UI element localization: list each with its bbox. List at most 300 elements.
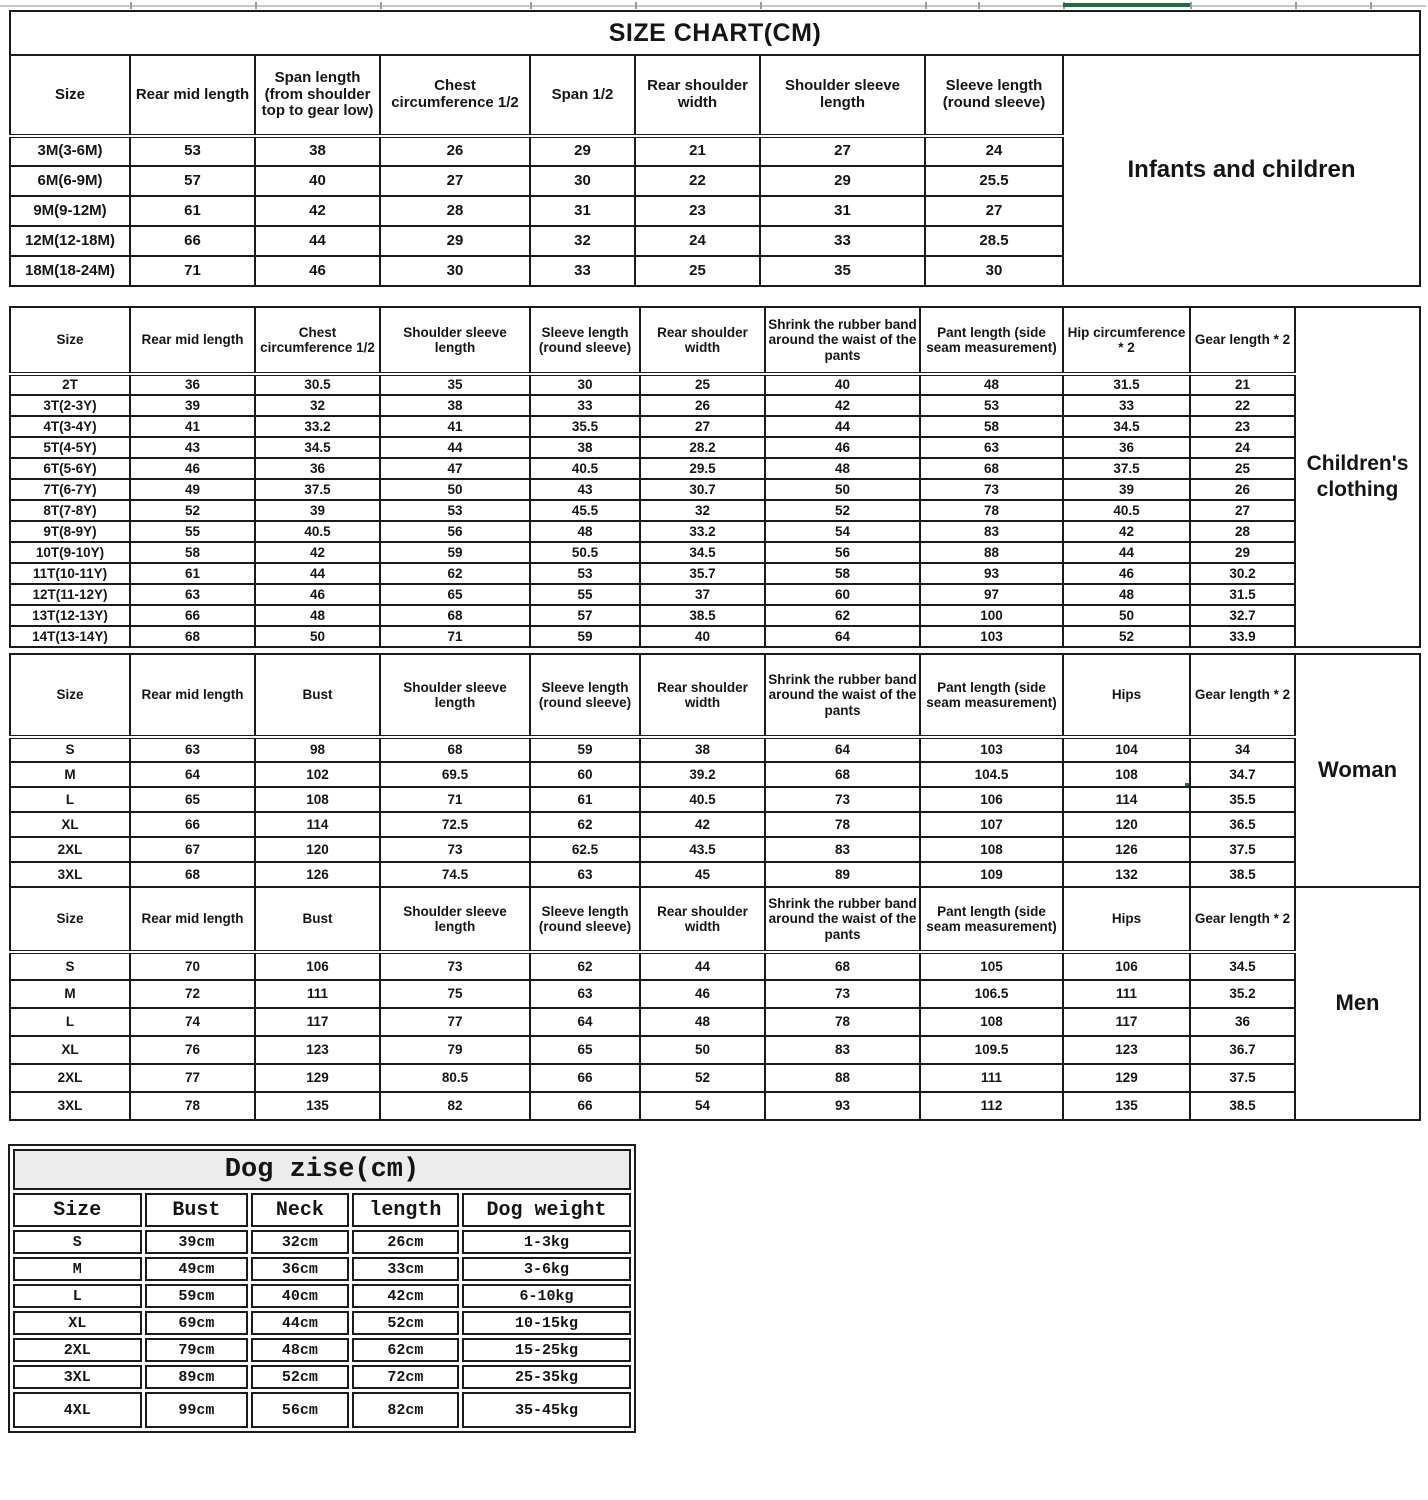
column-header: Sleeve length (round sleeve): [530, 887, 640, 952]
value-cell: 135: [1063, 1092, 1190, 1120]
value-cell: 44: [640, 952, 765, 980]
value-cell: 34.5: [1190, 952, 1295, 980]
column-header: Rear mid length: [130, 887, 255, 952]
men-size-table: [9, 886, 1421, 1121]
table-row: [13, 1338, 631, 1362]
column-header: Hips: [1063, 887, 1190, 952]
value-cell: 50: [255, 626, 380, 647]
value-cell: 34.5: [640, 542, 765, 563]
value-cell: 69cm: [145, 1311, 249, 1335]
value-cell: 117: [1063, 1008, 1190, 1036]
value-cell: 68: [765, 762, 920, 787]
value-cell: 88: [765, 1064, 920, 1092]
size-cell: S: [13, 1230, 142, 1254]
value-cell: 98: [255, 737, 380, 762]
size-cell: M: [10, 762, 130, 787]
value-cell: 43: [530, 479, 640, 500]
value-cell: 62: [530, 952, 640, 980]
value-cell: 63: [920, 437, 1063, 458]
value-cell: 112: [920, 1092, 1063, 1120]
value-cell: 55: [130, 521, 255, 542]
value-cell: 70: [130, 952, 255, 980]
value-cell: 44: [1063, 542, 1190, 563]
value-cell: 39: [1063, 479, 1190, 500]
column-header: Hip circumference * 2: [1063, 307, 1190, 374]
value-cell: 46: [640, 980, 765, 1008]
value-cell: 24: [925, 136, 1063, 166]
value-cell: 27: [925, 196, 1063, 226]
value-cell: 106: [920, 787, 1063, 812]
value-cell: 36: [255, 458, 380, 479]
size-cell: 2XL: [10, 837, 130, 862]
value-cell: 46: [1063, 563, 1190, 584]
value-cell: 66: [130, 605, 255, 626]
column-header: Rear mid length: [130, 307, 255, 374]
value-cell: 108: [255, 787, 380, 812]
value-cell: 37.5: [1190, 837, 1295, 862]
value-cell: 25: [635, 256, 760, 286]
size-cell: 2T: [10, 374, 130, 395]
value-cell: 123: [1063, 1036, 1190, 1064]
column-header: Gear length * 2: [1190, 307, 1295, 374]
value-cell: 32: [640, 500, 765, 521]
value-cell: 48cm: [251, 1338, 348, 1362]
value-cell: 47: [380, 458, 530, 479]
spreadsheet-column-ruler: [0, 0, 1428, 9]
value-cell: 49: [130, 479, 255, 500]
value-cell: 68: [130, 626, 255, 647]
column-header: Shoulder sleeve length: [760, 55, 925, 136]
value-cell: 38: [530, 437, 640, 458]
column-header: Dog weight: [462, 1193, 631, 1227]
value-cell: 41: [380, 416, 530, 437]
value-cell: 61: [530, 787, 640, 812]
value-cell: 24: [635, 226, 760, 256]
value-cell: 42: [1063, 521, 1190, 542]
value-cell: 68: [380, 737, 530, 762]
value-cell: 102: [255, 762, 380, 787]
woman-header-row: [10, 654, 1420, 737]
men-label-cell: [1295, 887, 1420, 1120]
value-cell: 53: [380, 500, 530, 521]
value-cell: 100: [920, 605, 1063, 626]
value-cell: 46: [255, 256, 380, 286]
value-cell: 30: [530, 166, 635, 196]
size-cell: 3XL: [13, 1365, 142, 1389]
value-cell: 63: [130, 584, 255, 605]
value-cell: 78: [130, 1092, 255, 1120]
size-cell: 10T(9-10Y): [10, 542, 130, 563]
column-header: Bust: [145, 1193, 249, 1227]
value-cell: 33.9: [1190, 626, 1295, 647]
value-cell: 38.5: [640, 605, 765, 626]
value-cell: 48: [1063, 584, 1190, 605]
value-cell: 38: [380, 395, 530, 416]
table-row: [10, 542, 1420, 563]
value-cell: 25.5: [925, 166, 1063, 196]
value-cell: 36.7: [1190, 1036, 1295, 1064]
value-cell: 60: [530, 762, 640, 787]
size-cell: 3T(2-3Y): [10, 395, 130, 416]
size-cell: 18M(18-24M): [10, 256, 130, 286]
value-cell: 37.5: [1063, 458, 1190, 479]
value-cell: 39.2: [640, 762, 765, 787]
value-cell: 48: [255, 605, 380, 626]
infants-size-table: [9, 10, 1421, 287]
size-cell: 2XL: [13, 1338, 142, 1362]
value-cell: 80.5: [380, 1064, 530, 1092]
value-cell: 65: [380, 584, 530, 605]
value-cell: 31: [760, 196, 925, 226]
value-cell: 63: [130, 737, 255, 762]
value-cell: 71: [380, 626, 530, 647]
column-header: Sleeve length (round sleeve): [530, 654, 640, 737]
selected-column-indicator: [1063, 3, 1190, 7]
size-cell: M: [10, 980, 130, 1008]
value-cell: 22: [1190, 395, 1295, 416]
value-cell: 48: [765, 458, 920, 479]
column-header: Gear length * 2: [1190, 887, 1295, 952]
value-cell: 50: [765, 479, 920, 500]
size-cell: XL: [10, 1036, 130, 1064]
column-header: Shoulder sleeve length: [380, 654, 530, 737]
men-label: Men: [1335, 990, 1380, 1016]
value-cell: 108: [920, 837, 1063, 862]
selected-cell[interactable]: 108: [1063, 762, 1190, 787]
value-cell: 67: [130, 837, 255, 862]
value-cell: 30: [530, 374, 640, 395]
value-cell: 52cm: [352, 1311, 460, 1335]
column-header: Size: [10, 887, 130, 952]
value-cell: 23: [635, 196, 760, 226]
value-cell: 27: [380, 166, 530, 196]
value-cell: 29.5: [640, 458, 765, 479]
value-cell: 54: [765, 521, 920, 542]
value-cell: 52: [765, 500, 920, 521]
value-cell: 21: [635, 136, 760, 166]
value-cell: 79: [380, 1036, 530, 1064]
value-cell: 129: [255, 1064, 380, 1092]
value-cell: 52: [130, 500, 255, 521]
value-cell: 3-6kg: [462, 1257, 631, 1281]
value-cell: 38: [640, 737, 765, 762]
size-cell: L: [13, 1284, 142, 1308]
value-cell: 42: [255, 196, 380, 226]
column-header: Chest circumference 1/2: [255, 307, 380, 374]
size-cell: 6T(5-6Y): [10, 458, 130, 479]
value-cell: 45: [640, 862, 765, 887]
column-header: Bust: [255, 654, 380, 737]
value-cell: 40.5: [640, 787, 765, 812]
value-cell: 77: [380, 1008, 530, 1036]
table-row: [10, 980, 1420, 1008]
table-row: [10, 1036, 1420, 1064]
table-row: [10, 952, 1420, 980]
value-cell: 44: [765, 416, 920, 437]
value-cell: 132: [1063, 862, 1190, 887]
value-cell: 56: [380, 521, 530, 542]
value-cell: 77: [130, 1064, 255, 1092]
value-cell: 33: [760, 226, 925, 256]
size-cell: 12M(12-18M): [10, 226, 130, 256]
table-row: [10, 762, 1420, 787]
value-cell: 40.5: [255, 521, 380, 542]
column-header: Pant length (side seam measurement): [920, 654, 1063, 737]
value-cell: 35.2: [1190, 980, 1295, 1008]
value-cell: 22: [635, 166, 760, 196]
value-cell: 25-35kg: [462, 1365, 631, 1389]
value-cell: 33.2: [255, 416, 380, 437]
value-cell: 52cm: [251, 1365, 348, 1389]
column-header: Rear shoulder width: [640, 654, 765, 737]
value-cell: 59: [380, 542, 530, 563]
value-cell: 34.5: [255, 437, 380, 458]
value-cell: 6-10kg: [462, 1284, 631, 1308]
value-cell: 28.2: [640, 437, 765, 458]
value-cell: 52: [1063, 626, 1190, 647]
value-cell: 114: [1063, 787, 1190, 812]
value-cell: 36: [1063, 437, 1190, 458]
value-cell: 50: [380, 479, 530, 500]
size-cell: 3XL: [10, 1092, 130, 1120]
value-cell: 42: [765, 395, 920, 416]
table-row: [10, 1008, 1420, 1036]
table-row: [10, 563, 1420, 584]
value-cell: 35.5: [1190, 787, 1295, 812]
value-cell: 40: [255, 166, 380, 196]
value-cell: 126: [1063, 837, 1190, 862]
value-cell: 126: [255, 862, 380, 887]
size-cell: S: [10, 737, 130, 762]
size-cell: 9T(8-9Y): [10, 521, 130, 542]
infants-label: Infants and children: [1127, 156, 1356, 184]
value-cell: 23: [1190, 416, 1295, 437]
value-cell: 64: [530, 1008, 640, 1036]
value-cell: 28: [1190, 521, 1295, 542]
value-cell: 59: [530, 626, 640, 647]
value-cell: 29: [530, 136, 635, 166]
value-cell: 26: [380, 136, 530, 166]
value-cell: 83: [920, 521, 1063, 542]
value-cell: 33: [530, 395, 640, 416]
value-cell: 106.5: [920, 980, 1063, 1008]
value-cell: 40: [640, 626, 765, 647]
column-header: Shoulder sleeve length: [380, 307, 530, 374]
value-cell: 68: [380, 605, 530, 626]
column-header: Size: [10, 55, 130, 136]
value-cell: 71: [380, 787, 530, 812]
value-cell: 27: [1190, 500, 1295, 521]
value-cell: 33.2: [640, 521, 765, 542]
value-cell: 82cm: [352, 1392, 460, 1428]
value-cell: 1-3kg: [462, 1230, 631, 1254]
value-cell: 30.2: [1190, 563, 1295, 584]
value-cell: 72.5: [380, 812, 530, 837]
value-cell: 42: [255, 542, 380, 563]
value-cell: 32: [530, 226, 635, 256]
value-cell: 75: [380, 980, 530, 1008]
value-cell: 44: [255, 563, 380, 584]
value-cell: 56: [765, 542, 920, 563]
value-cell: 89: [765, 862, 920, 887]
value-cell: 52: [640, 1064, 765, 1092]
table-row: [10, 395, 1420, 416]
value-cell: 28.5: [925, 226, 1063, 256]
woman-label-cell: [1295, 654, 1420, 887]
value-cell: 57: [130, 166, 255, 196]
size-cell: 6M(6-9M): [10, 166, 130, 196]
column-header: Rear mid length: [130, 55, 255, 136]
table-row: [10, 1092, 1420, 1120]
value-cell: 109.5: [920, 1036, 1063, 1064]
value-cell: 36: [1190, 1008, 1295, 1036]
value-cell: 73: [920, 479, 1063, 500]
column-header: Sleeve length (round sleeve): [925, 55, 1063, 136]
value-cell: 53: [920, 395, 1063, 416]
value-cell: 31.5: [1190, 584, 1295, 605]
value-cell: 68: [130, 862, 255, 887]
value-cell: 68: [920, 458, 1063, 479]
size-cell: 5T(4-5Y): [10, 437, 130, 458]
value-cell: 50: [640, 1036, 765, 1064]
value-cell: 49cm: [145, 1257, 249, 1281]
column-header: Shrink the rubber band around the waist of the pants: [765, 887, 920, 952]
value-cell: 46: [130, 458, 255, 479]
value-cell: 64: [765, 737, 920, 762]
value-cell: 35-45kg: [462, 1392, 631, 1428]
table-row: [13, 1257, 631, 1281]
value-cell: 36.5: [1190, 812, 1295, 837]
table-row: [10, 812, 1420, 837]
value-cell: 107: [920, 812, 1063, 837]
value-cell: 111: [1063, 980, 1190, 1008]
value-cell: 74.5: [380, 862, 530, 887]
value-cell: 106: [255, 952, 380, 980]
fill-handle[interactable]: [1184, 782, 1190, 787]
value-cell: 99cm: [145, 1392, 249, 1428]
value-cell: 38: [255, 136, 380, 166]
table-row: [10, 1064, 1420, 1092]
children-size-table: [9, 306, 1421, 648]
table-row: [10, 374, 1420, 395]
children-label: Children's clothing: [1306, 451, 1409, 501]
table-row: [13, 1365, 631, 1389]
value-cell: 72cm: [352, 1365, 460, 1389]
value-cell: 53: [130, 136, 255, 166]
column-header: Span 1/2: [530, 55, 635, 136]
value-cell: 27: [640, 416, 765, 437]
value-cell: 31.5: [1063, 374, 1190, 395]
table-row: [13, 1284, 631, 1308]
value-cell: 39: [255, 500, 380, 521]
value-cell: 30: [380, 256, 530, 286]
value-cell: 73: [765, 787, 920, 812]
value-cell: 71: [130, 256, 255, 286]
value-cell: 43: [130, 437, 255, 458]
value-cell: 114: [255, 812, 380, 837]
column-header: Pant length (side seam measurement): [920, 887, 1063, 952]
column-header: Chest circumference 1/2: [380, 55, 530, 136]
value-cell: 105: [920, 952, 1063, 980]
column-header: Size: [10, 654, 130, 737]
value-cell: 62: [530, 812, 640, 837]
table-row: [10, 479, 1420, 500]
value-cell: 88: [920, 542, 1063, 563]
value-cell: 65: [130, 787, 255, 812]
value-cell: 25: [640, 374, 765, 395]
value-cell: 48: [920, 374, 1063, 395]
value-cell: 42: [640, 812, 765, 837]
value-cell: 29: [1190, 542, 1295, 563]
value-cell: 29: [380, 226, 530, 256]
value-cell: 48: [530, 521, 640, 542]
children-header-row: [10, 307, 1420, 374]
value-cell: 36: [130, 374, 255, 395]
size-cell: 4T(3-4Y): [10, 416, 130, 437]
value-cell: 50: [1063, 605, 1190, 626]
value-cell: 33cm: [352, 1257, 460, 1281]
value-cell: 135: [255, 1092, 380, 1120]
value-cell: 54: [640, 1092, 765, 1120]
column-header: Span length (from shoulder top to gear low): [255, 55, 380, 136]
value-cell: 78: [765, 812, 920, 837]
value-cell: 44cm: [251, 1311, 348, 1335]
value-cell: 46: [255, 584, 380, 605]
value-cell: 78: [765, 1008, 920, 1036]
value-cell: 111: [920, 1064, 1063, 1092]
value-cell: 30.7: [640, 479, 765, 500]
size-cell: 4XL: [13, 1392, 142, 1428]
column-header: Neck: [251, 1193, 348, 1227]
infants-header-row: [10, 55, 1420, 136]
value-cell: 61: [130, 196, 255, 226]
value-cell: 120: [1063, 812, 1190, 837]
value-cell: 31: [530, 196, 635, 226]
value-cell: 32cm: [251, 1230, 348, 1254]
woman-label: Woman: [1317, 757, 1398, 783]
column-header: Gear length * 2: [1190, 654, 1295, 737]
value-cell: 24: [1190, 437, 1295, 458]
value-cell: 48: [640, 1008, 765, 1036]
value-cell: 66: [130, 812, 255, 837]
value-cell: 28: [380, 196, 530, 226]
column-header: Rear shoulder width: [640, 887, 765, 952]
value-cell: 40.5: [530, 458, 640, 479]
size-cell: XL: [13, 1311, 142, 1335]
value-cell: 41: [130, 416, 255, 437]
value-cell: 15-25kg: [462, 1338, 631, 1362]
value-cell: 83: [765, 837, 920, 862]
value-cell: 73: [380, 952, 530, 980]
value-cell: 72: [130, 980, 255, 1008]
value-cell: 33: [530, 256, 635, 286]
size-cell: 13T(12-13Y): [10, 605, 130, 626]
infants-label-cell: [1063, 55, 1420, 286]
value-cell: 40.5: [1063, 500, 1190, 521]
men-header-row: [10, 887, 1420, 952]
value-cell: 104: [1063, 737, 1190, 762]
value-cell: 36cm: [251, 1257, 348, 1281]
table-row: [13, 1230, 631, 1254]
value-cell: 64: [765, 626, 920, 647]
value-cell: 73: [380, 837, 530, 862]
value-cell: 69.5: [380, 762, 530, 787]
value-cell: 10-15kg: [462, 1311, 631, 1335]
value-cell: 34.7: [1190, 762, 1295, 787]
value-cell: 117: [255, 1008, 380, 1036]
value-cell: 38.5: [1190, 1092, 1295, 1120]
size-cell: 9M(9-12M): [10, 196, 130, 226]
